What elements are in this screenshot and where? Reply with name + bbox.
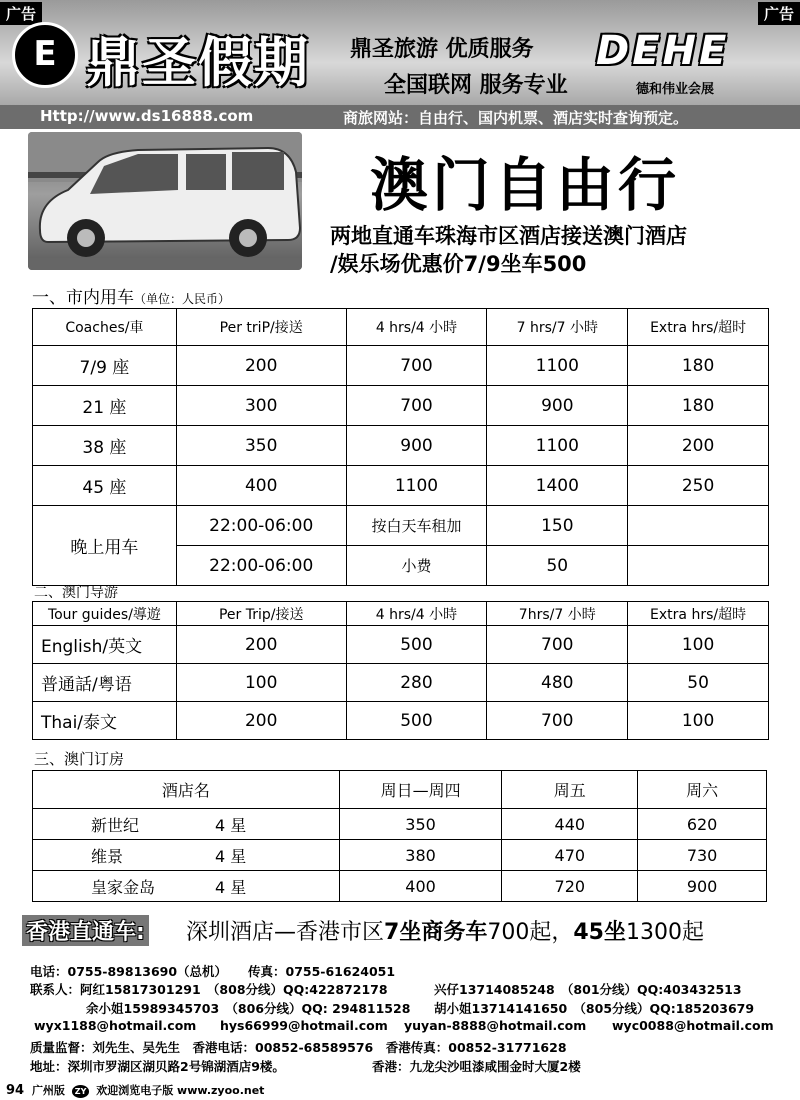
table-row [33,506,769,546]
dehe-logo: DEHE [596,28,730,74]
page-title: 澳门自由行 [370,151,681,219]
table-cell: 400 [339,871,502,902]
email-link[interactable]: wyx1188@hotmail.com [34,1018,197,1033]
table-header-cell: 7 hrs/7 小時 [487,309,628,346]
fax-line: 传真：0755-61624051 [248,964,396,979]
table-cell: 480 [487,664,628,702]
table-row [33,466,769,506]
table-cell: 720 [502,871,638,902]
hotel-star: 4 星 [215,846,247,866]
table-cell: 620 [638,809,767,840]
hotel-star: 4 星 [215,815,247,835]
table-row [33,840,767,871]
table-cell: 1100 [346,466,487,506]
table-cell: 38 座 [33,426,177,466]
table-header-cell: Extra hrs/超時 [628,602,769,626]
address-shenzhen: 地址：深圳市罗湖区湖贝路2号锦湖酒店9楼。 [30,1059,285,1074]
table-cell: 470 [502,840,638,871]
section-1-heading [32,283,230,308]
table-cell: 50 [628,664,769,702]
section-3-title: 三、澳门订房 [34,750,125,768]
table-cell: 1400 [487,466,628,506]
slogan-1: 鼎圣旅游 优质服务 [350,37,534,62]
table-header-cell: Per triP/接送 [176,309,346,346]
table-header-cell: 周五 [502,771,638,809]
hk-text-e: 1300起 [625,920,704,945]
table-row [33,346,769,386]
quality-line: 质量监督：刘先生、吴先生 香港电话：00852-68589576 香港传真：00852-31771628 [30,1040,567,1055]
tour-guide-table [32,601,769,740]
section-1-title: 一、市内用车 [32,288,134,308]
ad-tag-left: 广告 [0,2,42,25]
contact-line-1a: 联系人：阿红15817301291 （808分线）QQ:422872178 [30,982,388,997]
hk-text-c: 700起， [487,920,574,945]
table-cell: 普通話/粤语 [33,664,177,702]
table-row [33,702,769,740]
site-description: 商旅网站：自由行、国内机票、酒店实时查询预定。 [343,109,689,127]
table-cell: 350 [339,809,502,840]
table-row [33,426,769,466]
table-header-cell: Extra hrs/超时 [628,309,769,346]
hotel-cell [33,871,340,902]
brand-name: 鼎圣假期 [86,30,310,94]
table-header-cell: Per Trip/接送 [176,602,346,626]
hotel-star: 4 星 [215,877,247,897]
slogan-2: 全国联网 服务专业 [384,73,568,98]
table-cell: 100 [176,664,346,702]
table-cell [628,546,769,586]
hotel-name: 维景 [91,846,124,866]
table-header-cell: 周日—周四 [339,771,502,809]
table-cell: 22:00-06:00 [176,546,346,586]
footer-text: 欢迎浏览电子版 www.zyoo.net [96,1084,265,1097]
table-cell: 700 [346,346,487,386]
table-cell: 150 [487,506,628,546]
hotel-cell [33,809,340,840]
table-cell: 500 [346,626,487,664]
table-cell: 1100 [487,346,628,386]
table-cell: 100 [628,702,769,740]
table-row [33,871,767,902]
email-link[interactable]: wyc0088@hotmail.com [612,1018,774,1033]
table-row [33,386,769,426]
table-header-cell: Tour guides/導遊 [33,602,177,626]
table-cell: 200 [176,626,346,664]
table-cell: English/英文 [33,626,177,664]
table-cell: 700 [346,386,487,426]
section-1-unit: （单位：人民币） [134,292,231,306]
table-cell: 730 [638,840,767,871]
table-cell: 300 [176,386,346,426]
website-link[interactable]: Http://www.ds16888.com [40,107,254,125]
hk-text-a: 深圳酒店—香港市区 [186,920,385,945]
table-row [33,626,769,664]
hk-express-label: 香港直通车: [22,915,149,946]
table-header-cell: 酒店名 [33,771,340,809]
brand-logo-icon: E [12,22,78,88]
table-header-row [33,771,767,809]
table-cell: 200 [176,346,346,386]
email-link[interactable]: yuyan-8888@hotmail.com [404,1018,587,1033]
table-cell: 180 [628,386,769,426]
table-header-cell: Coaches/車 [33,309,177,346]
van-illustration [28,132,302,270]
table-cell: 200 [176,702,346,740]
table-cell: 200 [628,426,769,466]
hotel-name: 皇家金岛 [91,877,156,897]
hotel-booking-table [32,770,767,902]
night-label: 晚上用车 [33,506,177,586]
table-cell: 小费 [346,546,487,586]
table-cell: 500 [346,702,487,740]
hk-express-text [186,915,704,946]
table-header-cell: 7hrs/7 小時 [487,602,628,626]
table-cell: 700 [487,702,628,740]
hero-line-1: 两地直通车珠海市区酒店接送澳门酒店 [330,224,687,248]
table-header-cell: 周六 [638,771,767,809]
table-row [33,809,767,840]
contact-line-1b: 兴仔13714085248 （801分线）QQ:403432513 [434,982,742,997]
address-hongkong: 香港：九龙尖沙咀漆咸围金时大厦2楼 [372,1059,581,1074]
table-cell: 900 [638,871,767,902]
hk-text-b: 7坐商务车 [384,920,488,945]
footer [6,1082,264,1098]
van-photo [28,132,302,270]
table-cell: 22:00-06:00 [176,506,346,546]
table-header-cell: 4 hrs/4 小時 [346,602,487,626]
table-cell: 440 [502,809,638,840]
table-cell: 900 [487,386,628,426]
table-cell: 50 [487,546,628,586]
table-cell: 280 [346,664,487,702]
table-header-cell: 4 hrs/4 小時 [346,309,487,346]
section-2-title: 二、澳门导游 [34,585,118,601]
table-cell: 900 [346,426,487,466]
dehe-subtitle: 德和伟业会展 [636,82,715,97]
table-cell: 700 [487,626,628,664]
contact-line-2b: 胡小姐13714141650 （805分线）QQ:185203679 [434,1001,755,1016]
table-row [33,664,769,702]
table-cell: 180 [628,346,769,386]
table-cell: 380 [339,840,502,871]
table-cell: 21 座 [33,386,177,426]
edition-label: 广州版 [31,1084,65,1097]
table-cell: 250 [628,466,769,506]
hero-line-2: /娱乐场优惠价7/9坐车500 [330,252,587,276]
table-cell: 100 [628,626,769,664]
ad-tag-right: 广告 [758,2,800,25]
page-number: 94 [6,1083,25,1098]
hotel-cell [33,840,340,871]
table-cell: 45 座 [33,466,177,506]
table-cell: 350 [176,426,346,466]
table-cell: 1100 [487,426,628,466]
table-header-row [33,309,769,346]
hk-text-d: 45坐 [573,920,626,945]
table-cell [628,506,769,546]
table-cell: 7/9 座 [33,346,177,386]
table-header-row [33,602,769,626]
email-link[interactable]: hys66999@hotmail.com [220,1018,388,1033]
zy-logo-icon: ZY [72,1085,90,1098]
table-cell: Thai/泰文 [33,702,177,740]
table-cell: 400 [176,466,346,506]
contact-line-2a: 余小姐15989345703 （806分线）QQ: 294811528 [86,1001,411,1016]
vehicle-rental-table [32,308,769,586]
table-cell: 按白天车租加 [346,506,487,546]
hotel-name: 新世纪 [91,815,140,835]
phone-line: 电话：0755-89813690（总机） [30,964,228,979]
